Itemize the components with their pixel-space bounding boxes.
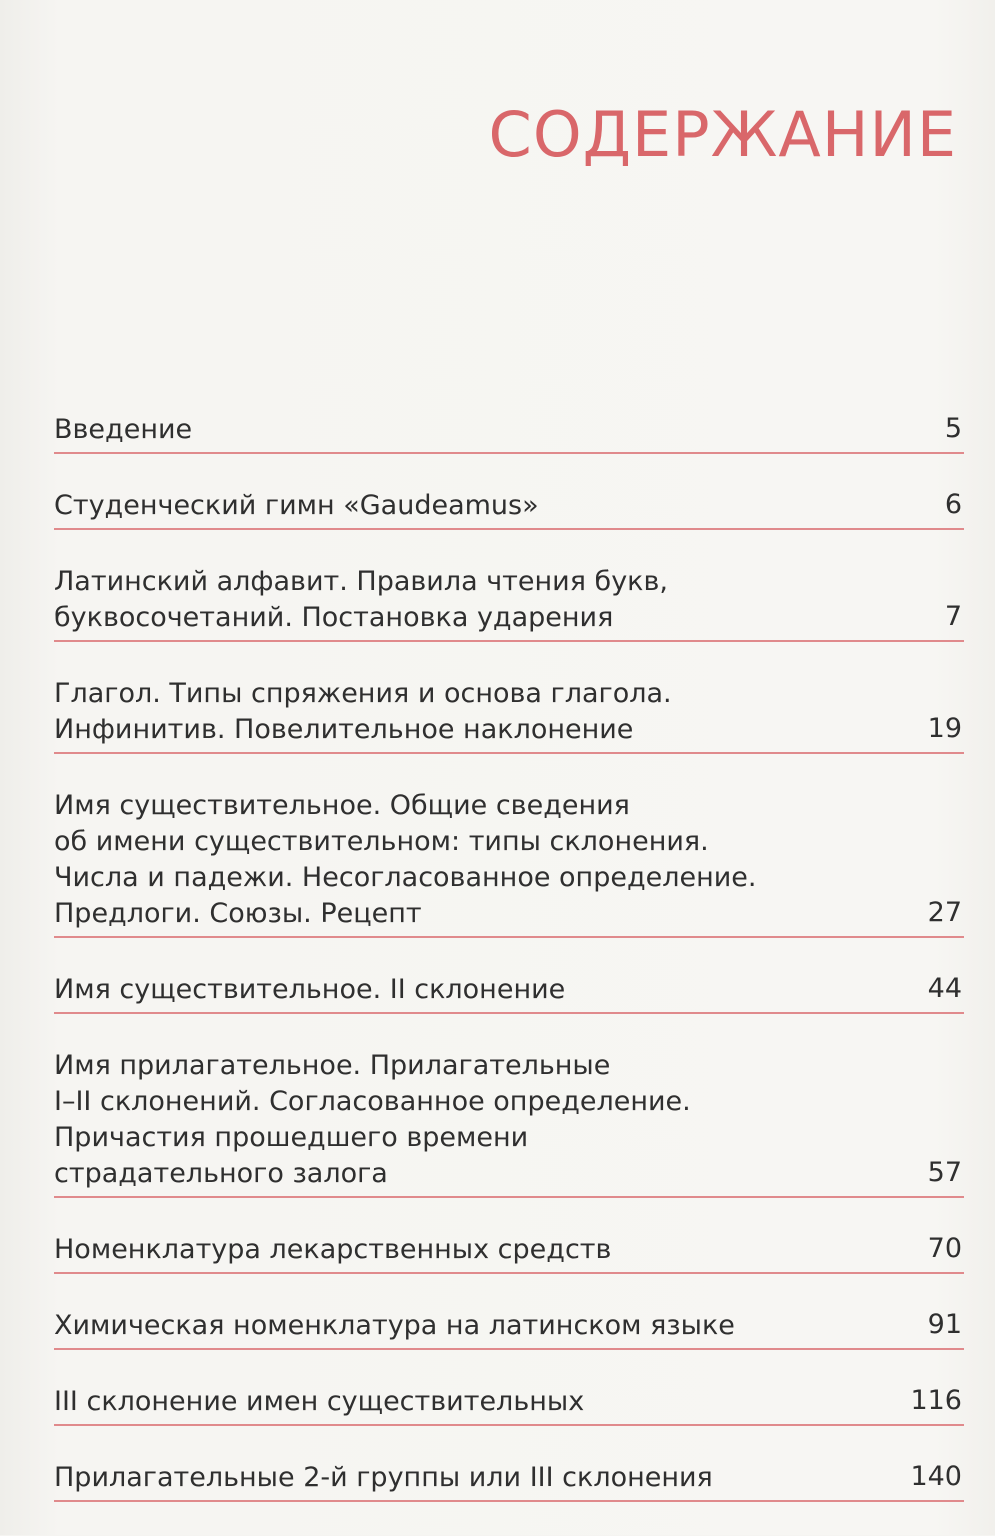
toc-entry-title: Имя существительное. II склонение	[54, 974, 566, 1005]
toc-entry-title: Введение	[54, 414, 193, 445]
toc-entry-title: Глагол. Типы спряжения и основа глагола. Инфинитив. Повелительное наклонение	[54, 678, 672, 745]
toc-entry-page-number: 91	[927, 1309, 962, 1340]
toc-entry-page-number: 116	[910, 1385, 962, 1416]
toc-entry-drug-nomenclature[interactable]	[54, 1232, 964, 1274]
toc-entry-title: Химическая номенклатура на латинском языке	[54, 1310, 735, 1341]
toc-entry-adjective[interactable]	[54, 1048, 964, 1198]
toc-entry-page-number: 7	[944, 601, 962, 632]
toc-entry-title: Латинский алфавит. Правила чтения букв, буквосочетаний. Постановка ударения	[54, 566, 668, 633]
page-title: СОДЕРЖАНИЕ	[488, 98, 957, 171]
toc-entry-chemical-nomenclature[interactable]	[54, 1308, 964, 1350]
toc-entry-latin-alphabet[interactable]	[54, 564, 964, 642]
toc-entry-title: Студенческий гимн «Gaudeamus»	[54, 490, 539, 521]
toc-entry-page-number: 19	[927, 713, 962, 744]
toc-entry-student-anthem[interactable]	[54, 488, 964, 530]
toc-entry-noun-general[interactable]	[54, 788, 964, 938]
toc-entry-page-number: 70	[927, 1233, 962, 1264]
toc-entry-page-number: 44	[927, 973, 962, 1004]
toc-entry-introduction[interactable]	[54, 412, 964, 454]
toc-entry-page-number: 57	[927, 1157, 962, 1188]
toc-entry-title: Номенклатура лекарственных средств	[54, 1234, 612, 1265]
toc-entry-noun-third-declension[interactable]	[54, 1384, 964, 1426]
toc-entry-noun-second-declension[interactable]	[54, 972, 964, 1014]
toc-entry-title: Имя прилагательное. Прилагательные I–II склонений. Согласованное определение. Причастия прошедшего времени страдательного залога	[54, 1050, 691, 1189]
toc-entry-title: Имя существительное. Общие сведения об имени существительном: типы склонения. Числа и падежи. Несогласованное определение. Предлоги. Союзы. Рецепт	[54, 790, 757, 929]
toc-entry-page-number: 140	[910, 1461, 962, 1492]
toc-entry-page-number: 27	[927, 897, 962, 928]
toc-entry-verb[interactable]	[54, 676, 964, 754]
toc-entry-page-number: 5	[944, 413, 962, 444]
toc-entry-page-number: 6	[944, 489, 962, 520]
toc-entry-title: III склонение имен существительных	[54, 1386, 585, 1417]
table-of-contents	[54, 412, 964, 1536]
toc-entry-adjective-second-group[interactable]	[54, 1460, 964, 1502]
toc-entry-title: Прилагательные 2-й группы или III склонения	[54, 1462, 713, 1493]
